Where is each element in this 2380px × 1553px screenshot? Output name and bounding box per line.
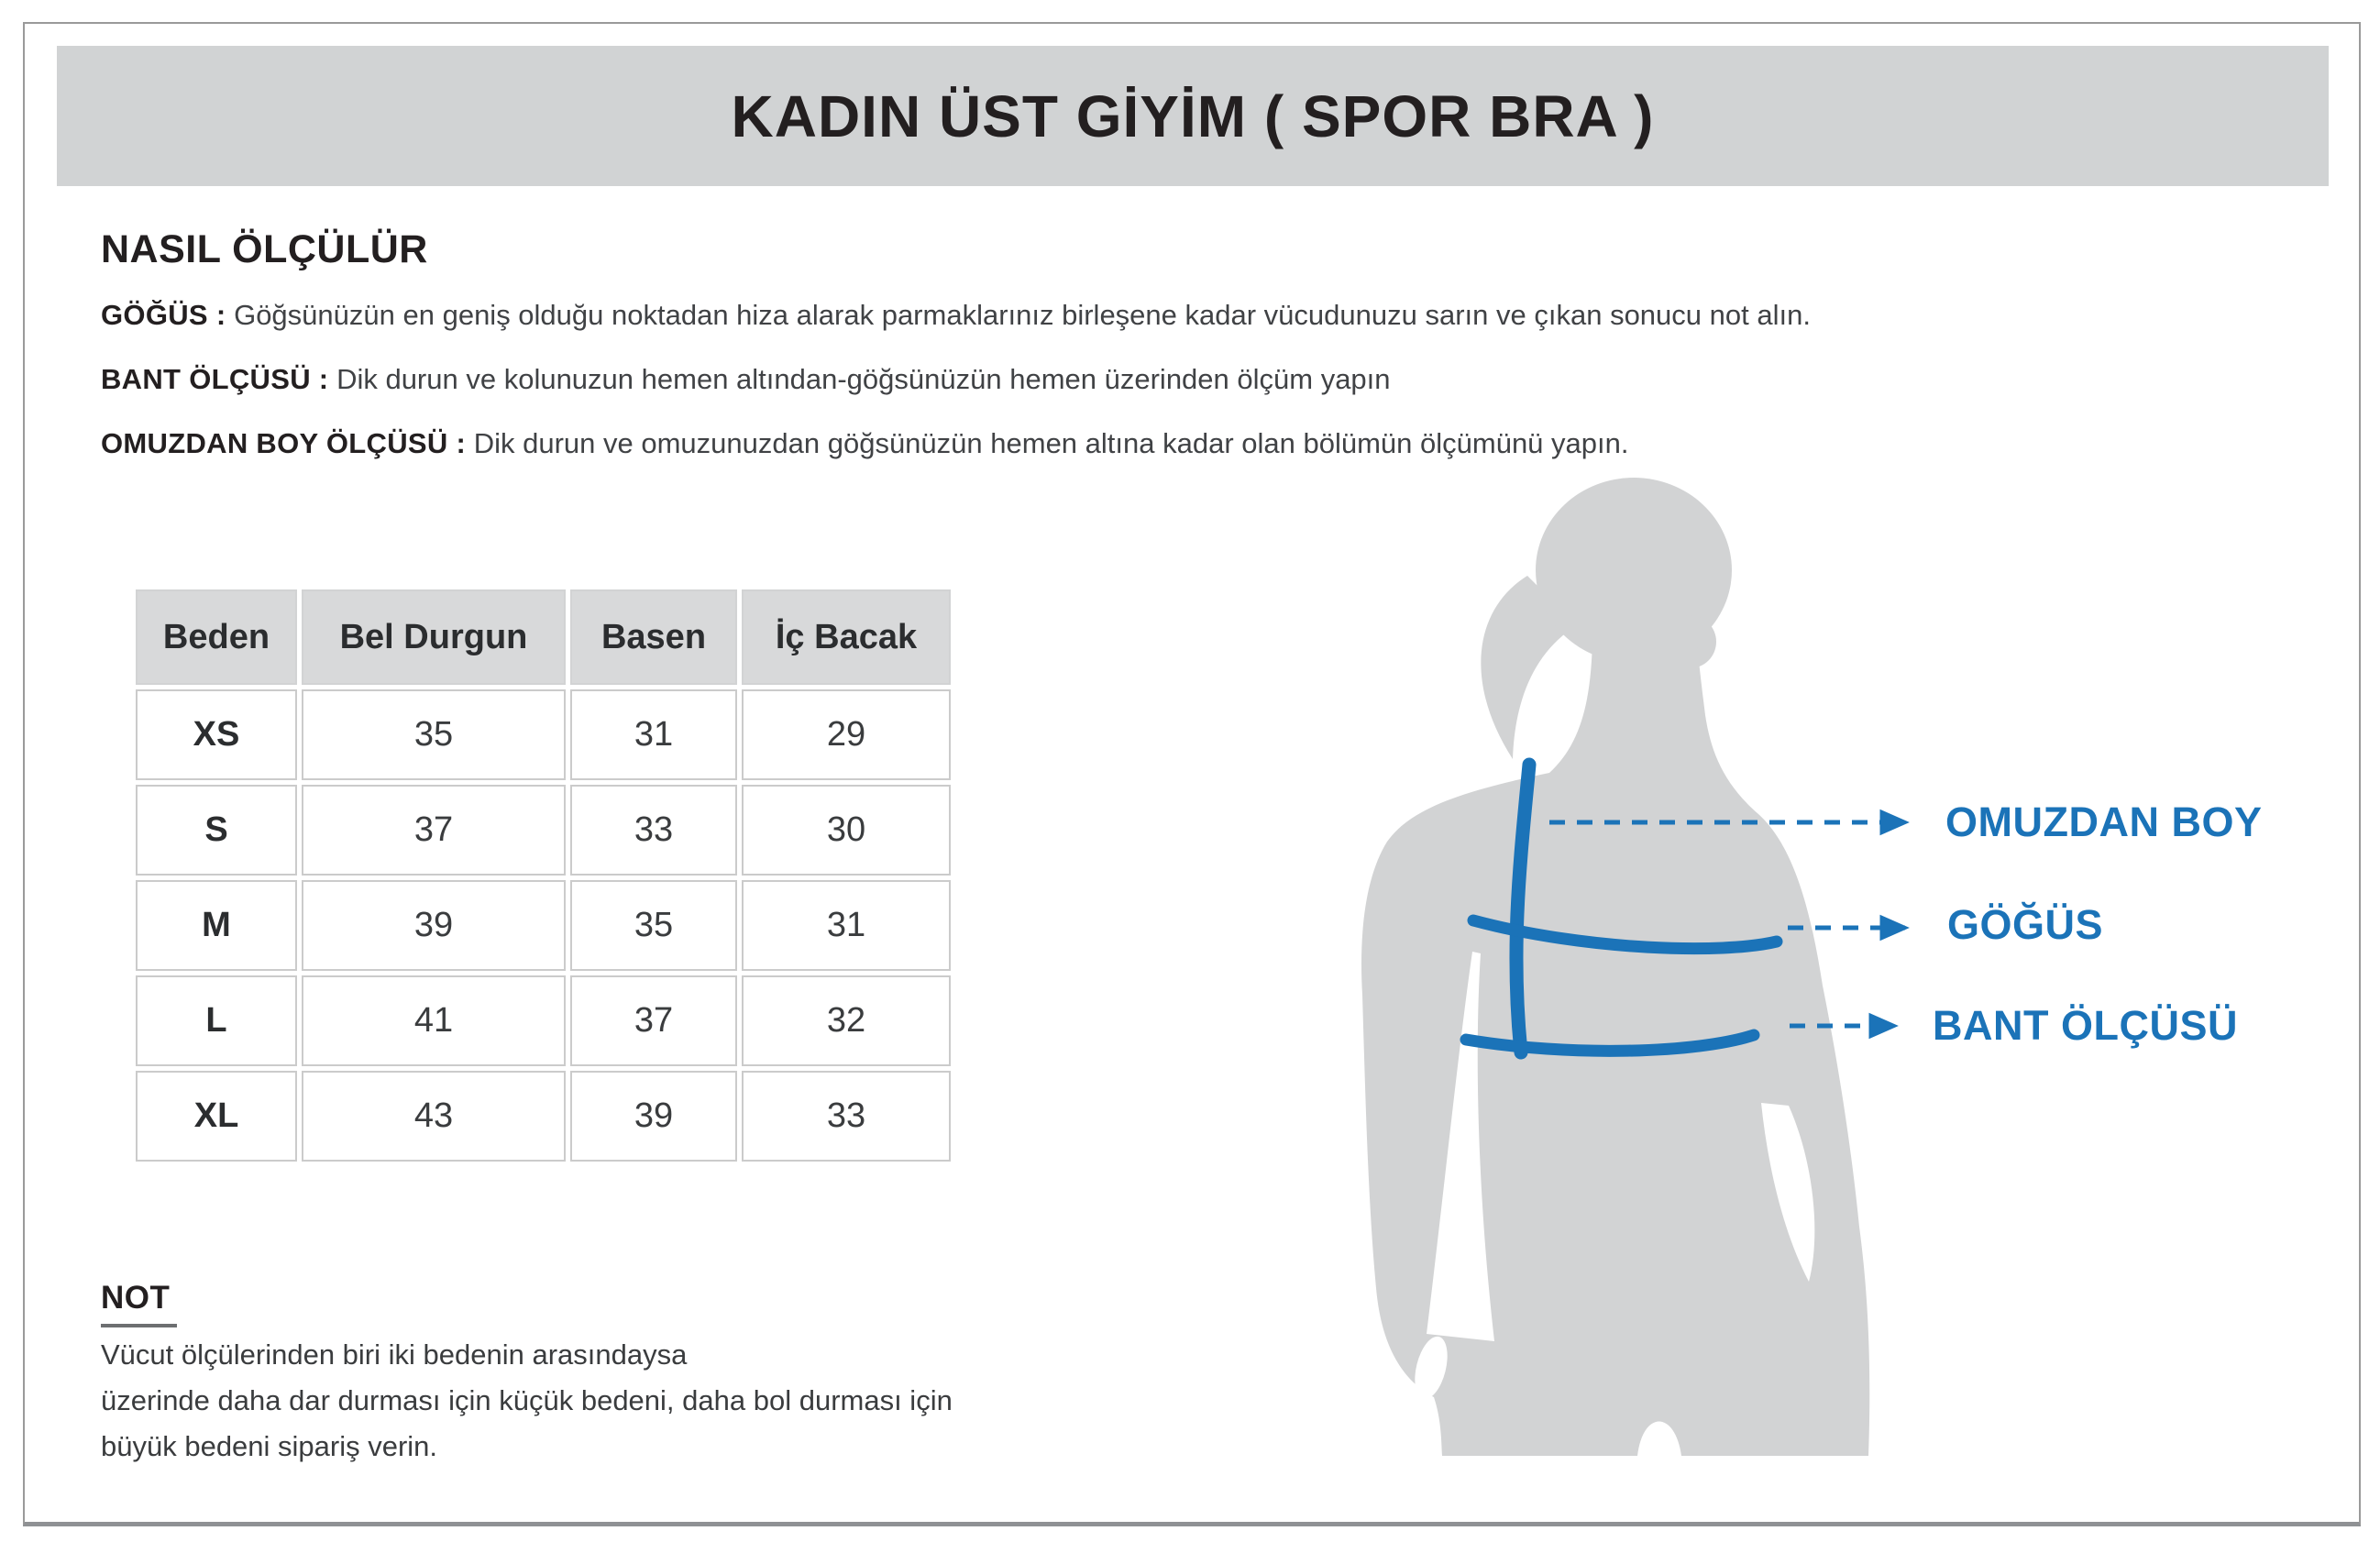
note-line: büyük bedeni sipariş verin.	[101, 1430, 438, 1462]
size-table-header-beden: Beden	[136, 589, 297, 685]
measurement-diagram	[1311, 458, 2008, 1508]
figure-label-omuzdan-boy: OMUZDAN BOY	[1945, 799, 2263, 845]
instruction-gogus	[101, 297, 1811, 334]
note-line: üzerinde daha dar durması için küçük bedeni, daha bol durması için	[101, 1384, 953, 1416]
size-table	[131, 585, 955, 1166]
size-cell: M	[136, 880, 297, 971]
instruction-omuzdan-text: Dik durun ve omuzunuzdan göğsünüzün hemen altına kadar olan bölümün ölçümünü yapın.	[473, 427, 1629, 459]
size-table-header-basen: Basen	[570, 589, 737, 685]
value-cell: 37	[302, 785, 566, 876]
page-title: KADIN ÜST GİYİM ( SPOR BRA )	[731, 83, 1655, 149]
size-cell: XS	[136, 689, 297, 780]
instruction-bant	[101, 361, 1391, 398]
instruction-omuzdan	[101, 425, 1629, 462]
instruction-omuzdan-label: OMUZDAN BOY ÖLÇÜSÜ :	[101, 427, 467, 459]
how-to-measure-heading: NASIL ÖLÇÜLÜR	[101, 227, 428, 271]
title-banner	[57, 46, 2329, 186]
note-line: Vücut ölçülerinden biri iki bedenin arasındaysa	[101, 1338, 688, 1371]
value-cell: 43	[302, 1071, 566, 1162]
size-cell: S	[136, 785, 297, 876]
instruction-bant-label: BANT ÖLÇÜSÜ :	[101, 363, 329, 395]
value-cell: 33	[570, 785, 737, 876]
value-cell: 32	[742, 975, 951, 1066]
size-cell: XL	[136, 1071, 297, 1162]
value-cell: 31	[742, 880, 951, 971]
value-cell: 33	[742, 1071, 951, 1162]
instruction-bant-text: Dik durun ve kolunuzun hemen altından-göğsünüzün hemen üzerinden ölçüm yapın	[336, 363, 1391, 395]
value-cell: 41	[302, 975, 566, 1066]
table-row	[136, 975, 951, 1066]
figure-label-gogus: GÖĞÜS	[1947, 901, 2104, 948]
instruction-gogus-text: Göğsünüzün en geniş olduğu noktadan hiza alarak parmaklarınız birleşene kadar vücudunuzu sarın ve çıkan sonucu not alın.	[234, 299, 1811, 331]
value-cell: 39	[570, 1071, 737, 1162]
value-cell: 37	[570, 975, 737, 1066]
value-cell: 29	[742, 689, 951, 780]
table-row	[136, 689, 951, 780]
value-cell: 35	[302, 689, 566, 780]
instruction-gogus-label: GÖĞÜS :	[101, 299, 226, 331]
figure-label-bant-olcusu: BANT ÖLÇÜSÜ	[1933, 1002, 2238, 1049]
size-table-header-bel-durgun: Bel Durgun	[302, 589, 566, 685]
table-row	[136, 785, 951, 876]
value-cell: 31	[570, 689, 737, 780]
value-cell: 39	[302, 880, 566, 971]
value-cell: 35	[570, 880, 737, 971]
note-heading: NOT	[101, 1280, 177, 1327]
size-table-header-ic-bacak: İç Bacak	[742, 589, 951, 685]
table-row	[136, 1071, 951, 1162]
size-table-header-row	[136, 589, 951, 685]
size-cell: L	[136, 975, 297, 1066]
table-row	[136, 880, 951, 971]
value-cell: 30	[742, 785, 951, 876]
